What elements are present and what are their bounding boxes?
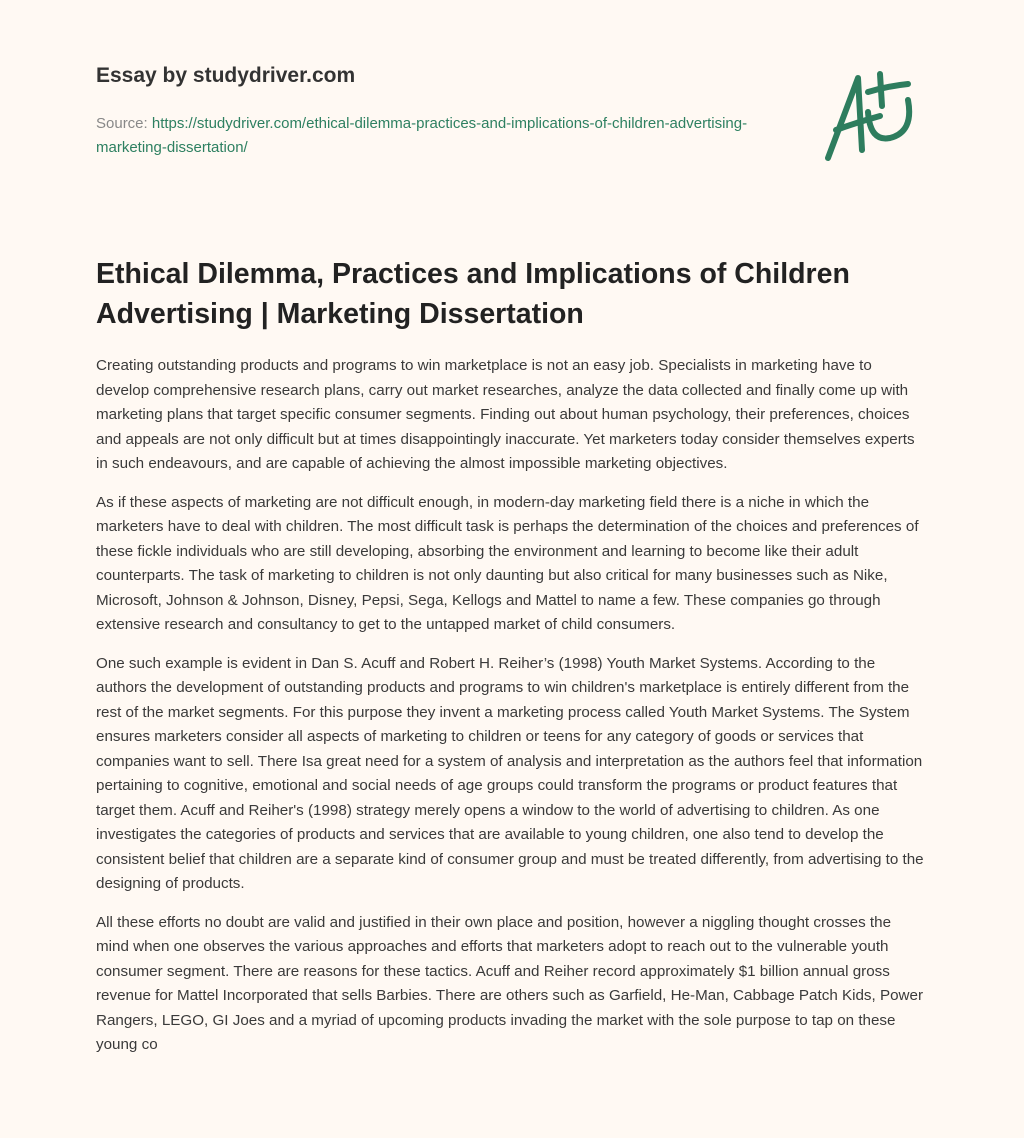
source-link[interactable]: https://studydriver.com/ethical-dilemma-practices-and-implications-of-children-advertising-marketing-dissertation/ bbox=[96, 115, 748, 156]
a-plus-logo-icon bbox=[818, 66, 930, 166]
paragraph: Creating outstanding products and programs to win marketplace is not an easy job. Specialists in marketing have to develop comprehensive research plans, carry out market researches, analyze the data collected and finally come up with marketing plans that target specific consumer segments. Finding out about human psychology, their preferences, choices and appeals are not only difficult but at times disappointingly inaccurate. Yet marketers today consider themselves experts in such endeavours, and are capable of achieving the almost impossible marketing objectives. bbox=[96, 357, 915, 472]
paragraph: As if these aspects of marketing are not difficult enough, in modern-day marketing field there is a niche in which the marketers have to deal with children. The most difficult task is perhaps the determination of the choices and preferences of these fickle individuals who are still developing, absorbing the environment and learning to become like their adult counterparts. The task of marketing to children is not only daunting but also critical for many businesses such as Nike, Microsoft, Johnson & Johnson, Disney, Pepsi, Sega, Kellogs and Mattel to name a few. These companies go through extensive research and consultancy to get to the untapped market of child consumers. bbox=[96, 493, 919, 633]
article-title: Ethical Dilemma, Practices and Implications of Children Advertising | Marketing Dissertation bbox=[96, 258, 850, 330]
source-line bbox=[96, 112, 776, 160]
paragraph: One such example is evident in Dan S. Acuff and Robert H. Reiher’s (1998) Youth Market Systems. According to the authors the development of outstanding products and programs to win children's marketplace is entirely different from the rest of the market segments. For this purpose they invent a marketing process called Youth Market Systems. The System ensures marketers consider all aspects of marketing to children or teens for any category of goods or services that companies want to sell. There Isa great need for a system of analysis and interpretation as the authors feel that information pertaining to cognitive, emotional and social needs of age groups could transform the programs or product features that target them. Acuff and Reiher's (1998) strategy merely opens a window to the world of advertising to children. As one investigates the categories of products and services that are available to young children, one also tend to develop the consistent belief that children are a separate kind of consumer group and must be treated differently, from advertising to the designing of products. bbox=[96, 654, 924, 892]
article-body bbox=[96, 354, 928, 1072]
paragraph: All these efforts no doubt are valid and justified in their own place and position, however a niggling thought crosses the mind when one observes the various approaches and efforts that marketers adopt to reach out to the vulnerable youth consumer segment. There are reasons for these tactics. Acuff and Reiher record approximately $1 billion annual gross revenue for Mattel Incorporated that sells Barbies. There are others such as Garfield, He-Man, Cabbage Patch Kids, Power Rangers, LEGO, GI Joes and a myriad of upcoming products invading the market with the sole purpose to tap on these young co bbox=[96, 913, 924, 1053]
site-brand: Essay by studydriver.com bbox=[96, 64, 356, 87]
source-label: Source: bbox=[96, 115, 148, 132]
